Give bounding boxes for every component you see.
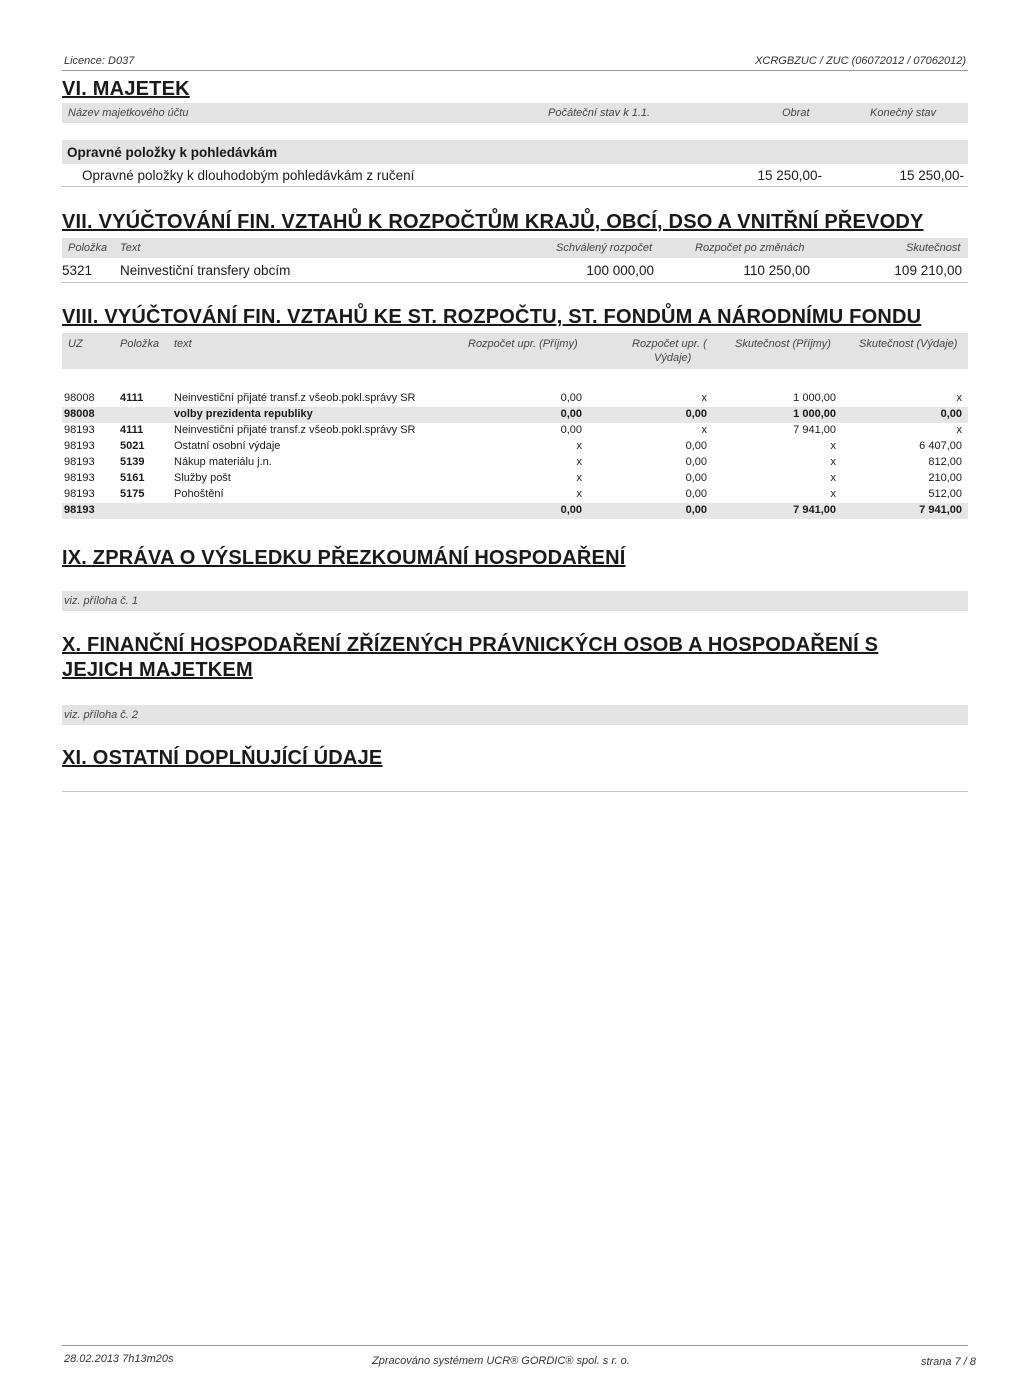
text-cell: Služby pošt: [174, 472, 231, 484]
actual-expense-cell: 512,00: [928, 488, 962, 500]
header-rule: [62, 70, 968, 71]
col-final-state: Konečný stav: [870, 107, 937, 119]
row-final: 15 250,00-: [899, 168, 964, 183]
actual-income-cell: 7 941,00: [793, 424, 836, 436]
actual-income-cell: x: [830, 456, 836, 468]
col-text: text: [174, 338, 192, 350]
table-row: [62, 455, 968, 471]
col-turnover: Obrat: [782, 107, 810, 119]
budget-expense-cell: x: [701, 392, 707, 404]
item-cell: 5139: [120, 456, 145, 468]
col-item: Položka: [68, 242, 108, 254]
section-vii-title: VII. VYÚČTOVÁNÍ FIN. VZTAHŮ K ROZPOČTŮM KRAJŮ, OBCÍ, DSO A VNITŘNÍ PŘEVODY: [62, 211, 924, 233]
item-cell: 4111: [120, 424, 144, 436]
actual-expense-cell: 6 407,00: [919, 440, 962, 452]
report-code: XCRGBZUC / ZUC (06072012 / 07062012): [755, 55, 966, 67]
table-row: [62, 423, 968, 439]
item-cell: 5161: [120, 472, 145, 484]
table-row: [62, 487, 968, 503]
col-budget-income: Rozpočet upr. (Příjmy): [468, 338, 578, 350]
row-actual: 109 210,00: [894, 263, 962, 278]
row-after-changes: 110 250,00: [743, 263, 810, 278]
section-ix-note-band: [62, 591, 968, 611]
section-xi-rule: [62, 791, 968, 792]
uz-cell: 98193: [64, 424, 95, 436]
actual-income-cell: x: [830, 440, 836, 452]
item-cell: 5021: [120, 440, 145, 452]
actual-expense-cell: x: [956, 392, 962, 404]
col-budget-expense: Rozpočet upr. (: [632, 338, 707, 350]
row-text: Opravné položky k dlouhodobým pohledávkám z ručení: [82, 168, 415, 183]
section-vi-header-band: [62, 103, 968, 123]
budget-income-cell: x: [576, 488, 582, 500]
uz-cell: 98193: [64, 440, 95, 452]
row-turnover: 15 250,00-: [757, 168, 822, 183]
uz-cell: 98193: [64, 472, 95, 484]
uz-cell: 98193: [64, 488, 95, 500]
table-row: [62, 439, 968, 455]
section-vi-group-band: [62, 140, 968, 164]
section-x-title-line1: X. FINANČNÍ HOSPODAŘENÍ ZŘÍZENÝCH PRÁVNICKÝCH OSOB A HOSPODAŘENÍ S: [62, 634, 879, 656]
section-x-title-line2: JEJICH MAJETKEM: [62, 659, 253, 681]
uz-cell: 98193: [64, 456, 95, 468]
budget-income-cell: 0,00: [560, 392, 582, 404]
col-text: Text: [120, 242, 141, 254]
section-vi-row: [62, 164, 968, 187]
budget-expense-cell: x: [701, 424, 707, 436]
uz-cell: 98008: [64, 392, 95, 404]
uz-cell: 98193: [64, 504, 95, 516]
section-x-note: viz. příloha č. 2: [64, 709, 138, 721]
section-vii-header-band: [62, 238, 968, 258]
budget-income-cell: 0,00: [560, 424, 582, 436]
section-ix-note: viz. příloha č. 1: [64, 595, 138, 607]
budget-income-cell: x: [576, 472, 582, 484]
col-actual-income: Skutečnost (Příjmy): [735, 338, 831, 350]
actual-expense-cell: 0,00: [940, 408, 962, 420]
actual-income-cell: x: [830, 472, 836, 484]
actual-expense-cell: 210,00: [928, 472, 962, 484]
row-item: 5321: [62, 263, 93, 278]
actual-income-cell: 1 000,00: [793, 392, 836, 404]
budget-expense-cell: 0,00: [685, 488, 707, 500]
budget-income-cell: x: [576, 456, 582, 468]
text-cell: Ostatní osobní výdaje: [174, 440, 281, 452]
budget-expense-cell: 0,00: [685, 408, 707, 420]
row-text: Neinvestiční transfery obcím: [120, 263, 291, 278]
section-vi-title: VI. MAJETEK: [62, 78, 190, 100]
section-viii-header-band: [62, 333, 968, 369]
text-cell: Pohoštění: [174, 488, 224, 500]
section-vii-row: [62, 260, 968, 283]
budget-income-cell: 0,00: [560, 408, 582, 420]
actual-expense-cell: 812,00: [928, 456, 962, 468]
col-budget-after-changes: Rozpočet po změnách: [695, 242, 805, 254]
section-xi-title: XI. OSTATNÍ DOPLŇUJÍCÍ ÚDAJE: [62, 747, 383, 769]
section-x-note-band: [62, 705, 968, 725]
col-initial-state: Počáteční stav k 1.1.: [548, 107, 651, 119]
table-sum-row: [62, 407, 968, 423]
actual-income-cell: 1 000,00: [793, 408, 836, 420]
actual-expense-cell: 7 941,00: [919, 504, 962, 516]
group-label: Opravné položky k pohledávkám: [67, 145, 278, 160]
budget-income-cell: 0,00: [560, 504, 582, 516]
actual-income-cell: x: [830, 488, 836, 500]
section-ix-title: IX. ZPRÁVA O VÝSLEDKU PŘEZKOUMÁNÍ HOSPODAŘENÍ: [62, 547, 626, 569]
text-cell: volby prezidenta republiky: [174, 408, 313, 420]
section-viii-title: VIII. VYÚČTOVÁNÍ FIN. VZTAHŮ KE ST. ROZPOČTU, ST. FONDŮM A NÁRODNÍMU FONDU: [62, 306, 922, 328]
footer-rule: [62, 1345, 968, 1346]
budget-expense-cell: 0,00: [685, 504, 707, 516]
col-approved-budget: Schválený rozpočet: [556, 242, 652, 254]
actual-income-cell: 7 941,00: [793, 504, 836, 516]
licence-label: Licence: D037: [64, 55, 135, 67]
footer-date: 28.02.2013 7h13m20s: [64, 1353, 174, 1365]
text-cell: Neinvestiční přijaté transf.z všeob.pokl.správy SR: [174, 424, 416, 436]
table-row: [62, 391, 968, 407]
budget-expense-cell: 0,00: [685, 440, 707, 452]
footer-page: strana 7 / 8: [920, 1356, 976, 1368]
text-cell: Nákup materiálu j.n.: [174, 456, 272, 468]
table-row: [62, 471, 968, 487]
col-budget-expense-line2: Výdaje): [654, 352, 692, 364]
item-cell: 5175: [120, 488, 145, 500]
row-approved: 100 000,00: [586, 263, 654, 278]
budget-expense-cell: 0,00: [685, 456, 707, 468]
col-actual: Skutečnost: [906, 242, 961, 254]
uz-cell: 98008: [64, 408, 95, 420]
item-cell: 4111: [120, 392, 144, 404]
actual-expense-cell: x: [956, 424, 962, 436]
budget-expense-cell: 0,00: [685, 472, 707, 484]
table-sum-row: [62, 503, 968, 519]
col-account-name: Název majetkového účtu: [68, 107, 189, 119]
text-cell: Neinvestiční přijaté transf.z všeob.pokl.správy SR: [174, 392, 416, 404]
col-actual-expense: Skutečnost (Výdaje): [859, 338, 958, 350]
col-item: Položka: [120, 338, 160, 350]
col-uz: UZ: [68, 338, 83, 350]
budget-income-cell: x: [576, 440, 582, 452]
footer-system: Zpracováno systémem UCR® GORDIC® spol. s r. o.: [372, 1355, 630, 1367]
